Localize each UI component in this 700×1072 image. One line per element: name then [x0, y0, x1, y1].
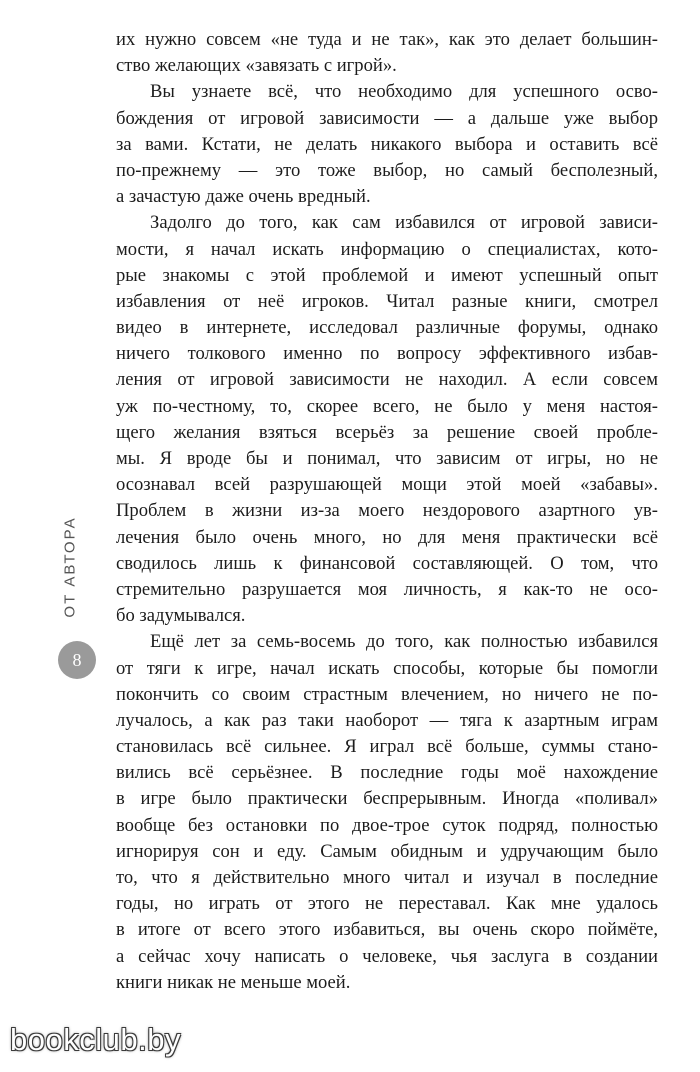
text-line: мы. Я вроде бы и понимал, что зависим от игры, но не: [116, 448, 658, 469]
text-line: ничего толкового именно по вопросу эффективного избав-: [116, 343, 658, 365]
text-line: покончить со своим страстным влечением, но ничего не по-: [116, 683, 658, 705]
text-line: а зачастую даже очень вредный.: [116, 186, 371, 208]
text-line: то, что я действительно много читал и изучал в последние: [116, 867, 658, 888]
text-line: а сейчас хочу написать о человеке, чья заслуга в создании: [116, 945, 658, 967]
text-line: вообще без остановки по двое-трое суток подряд, полностью: [116, 814, 658, 836]
text-line: их нужно совсем «не туда и не так», как это делает большин-: [116, 29, 658, 50]
text-line: Проблем в жизни из-за моего нездорового азартного ув-: [116, 500, 658, 522]
text-line: Вы узнаете всё, что необходимо для успешного осво-: [150, 81, 658, 103]
text-line: бождения от игровой зависимости — а дальше уже выбор: [116, 107, 658, 129]
text-line: книги никак не меньше моей.: [116, 971, 351, 993]
text-line: рые знакомы с этой проблемой и имеют успешный опыт: [116, 264, 658, 286]
text-line: щего желания взяться всерьёз за решение своей пробле-: [116, 421, 658, 443]
text-line: лучалось, а как раз таки наоборот — тяга к азартным играм: [116, 709, 658, 731]
body-text: [116, 27, 658, 996]
text-line: лечения было очень много, но для меня практически всё: [116, 526, 658, 548]
section-label: ОТ АВТОРА: [61, 516, 79, 618]
text-line: вились всё серьёзнее. В последние годы моё нахождение: [116, 762, 658, 784]
text-line: в игре было практически беспрерывным. Иногда «поливал»: [116, 788, 658, 810]
text-line: становилась всё сильнее. Я играл всё больше, суммы стано-: [116, 736, 658, 758]
text-line: в итоге от всего этого избавиться, вы очень скоро поймёте,: [116, 919, 658, 941]
text-line: за вами. Кстати, не делать никакого выбора и оставить всё: [116, 133, 658, 155]
text-line: избавления от неё игроков. Читал разные книги, смотрел: [116, 290, 658, 312]
text-line: годы, но играть от этого не переставал. Как мне удалось: [116, 893, 658, 915]
text-line: Задолго до того, как сам избавился от игровой зависи-: [150, 212, 658, 234]
text-line: от тяги к игре, начал искать способы, которые бы помогли: [116, 657, 658, 679]
text-line: Ещё лет за семь-восемь до того, как полностью избавился: [150, 631, 658, 653]
page-number-badge: [58, 641, 96, 679]
text-line: уж по-честному, то, скорее всего, не было у меня настоя-: [116, 395, 658, 417]
text-line: осознавал всей разрушающей мощи этой моей «забавы».: [116, 474, 658, 496]
text-line: бо задумывался.: [116, 605, 246, 627]
text-line: мости, я начал искать информацию о специалистах, кото-: [116, 238, 658, 260]
text-line: стремительно разрушается моя личность, я как-то не осо-: [116, 578, 658, 600]
text-line: по-прежнему — это тоже выбор, но самый бесполезный,: [116, 159, 658, 181]
text-line: ство желающих «завязать с игрой».: [116, 55, 397, 77]
text-line: игнорируя сон и еду. Самым обидным и удручающим было: [116, 840, 658, 862]
page-number: 8: [72, 649, 82, 670]
watermark-logo: bookclub.by: [10, 1022, 181, 1057]
text-line: видео в интернете, исследовал различные форумы, однако: [116, 317, 658, 339]
text-line: сводилось лишь к финансовой составляющей. О том, что: [116, 552, 658, 574]
text-line: ления от игровой зависимости не находил. А если совсем: [116, 369, 658, 391]
